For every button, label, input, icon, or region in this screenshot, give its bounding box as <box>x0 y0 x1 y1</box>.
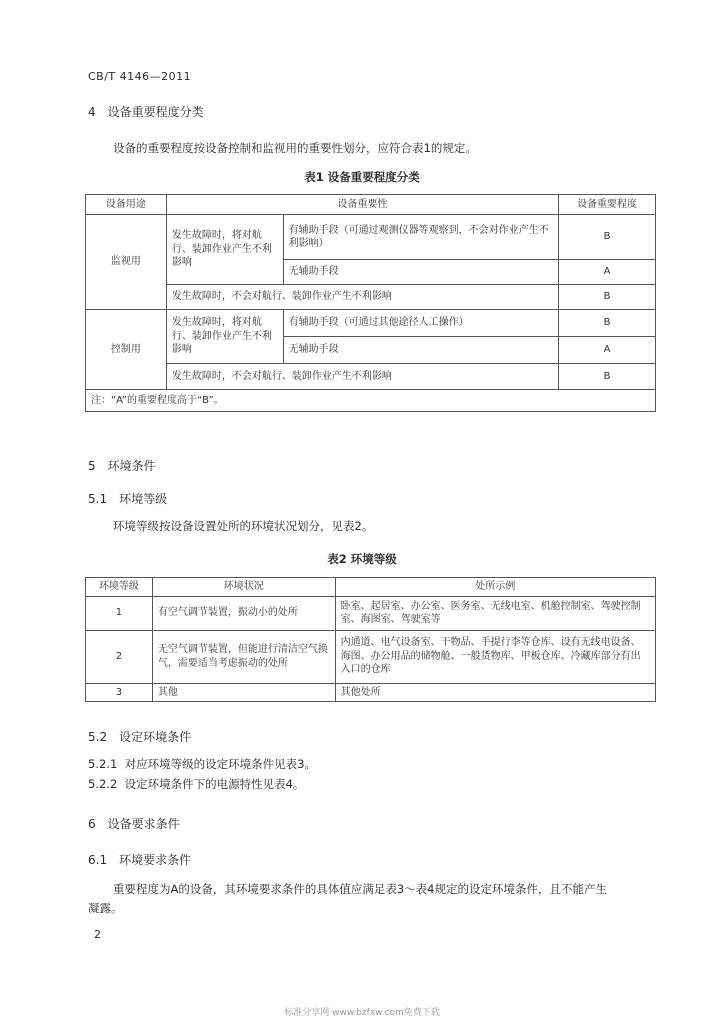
clause-number: 5.2.2 <box>88 777 118 791</box>
grade-cell: B <box>559 310 656 337</box>
grade-cell: B <box>559 364 656 390</box>
header-cell: 设备用途 <box>86 195 167 215</box>
watermark-footer: 标准分享网 www.bzfxw.com免费下载 <box>284 1008 440 1018</box>
table-2 <box>85 577 656 702</box>
section-title: 设备要求条件 <box>107 817 180 831</box>
table-row <box>86 310 656 337</box>
importance-cell: 发生故障时，将对航行、装卸作业产生不利影响 <box>166 215 283 285</box>
clause-number: 5.2.1 <box>88 757 118 771</box>
examples-cell: 卧室、起居室、办公室、医务室、无线电室、机舱控制室、驾驶控制室、海图室、驾驶室等 <box>335 596 655 630</box>
table-row <box>86 215 656 260</box>
condition-cell: 有空气调节装置，振动小的处所 <box>152 596 335 630</box>
section-title: 环境要求条件 <box>119 853 192 867</box>
header-cell: 环境等级 <box>86 578 153 597</box>
usage-cell: 监视用 <box>86 215 167 310</box>
section-number: 5 <box>88 459 96 473</box>
section-title: 设定环境条件 <box>119 730 192 744</box>
clause-text: 对应环境等级的设定环境条件见表3。 <box>124 757 316 771</box>
table-header-row <box>86 195 656 215</box>
table-2-caption: 表2 环境等级 <box>327 552 397 566</box>
section-6-heading <box>88 815 180 832</box>
grade-cell: A <box>559 260 656 285</box>
clause-5-2-1 <box>88 756 316 772</box>
section-number: 5.1 <box>88 492 108 506</box>
usage-cell: 控制用 <box>86 310 167 390</box>
grade-cell: B <box>559 215 656 260</box>
section-number: 5.2 <box>88 730 108 744</box>
table-row <box>86 683 656 702</box>
section-4-paragraph: 设备的重要程度按设备控制和监视用的重要性划分，应符合表1的规定。 <box>113 141 477 155</box>
grade-cell: B <box>559 285 656 310</box>
grade-cell: A <box>559 337 656 364</box>
paragraph-line: 重要程度为A的设备，其环境要求条件的具体值应满足表3～表4规定的设定环境条件，且不能产生 <box>113 882 607 896</box>
table-header-row <box>86 578 656 597</box>
table-row <box>86 285 656 310</box>
aux-cell: 无辅助手段 <box>283 260 558 285</box>
aux-cell: 有辅助手段（可通过其他途径人工操作） <box>283 310 558 337</box>
table-note: 注：“A”的重要程度高于“B”。 <box>86 390 656 412</box>
level-cell: 2 <box>86 630 153 683</box>
table-note-row <box>86 390 656 412</box>
section-6-1-paragraph <box>88 880 673 918</box>
level-cell: 3 <box>86 683 153 702</box>
section-title: 环境等级 <box>119 492 168 506</box>
importance-cell: 发生故障时，将对航行、装卸作业产生不利影响 <box>166 310 283 364</box>
table-row <box>86 364 656 390</box>
section-title: 设备重要程度分类 <box>107 105 204 119</box>
table-1-caption: 表1 设备重要程度分类 <box>304 170 420 184</box>
standard-number: CB/T 4146—2011 <box>88 70 192 83</box>
page-number: 2 <box>94 928 101 941</box>
section-number: 6.1 <box>88 853 108 867</box>
header-cell: 环境状况 <box>152 578 335 597</box>
section-number: 6 <box>88 817 96 831</box>
level-cell: 1 <box>86 596 153 630</box>
examples-cell: 内通道、电气设备室、干物品、手提行李等仓库、设有无线电设备、海图、办公用品的储物舱、一般货物库、甲板仓库、冷藏库部分有出入口的仓库 <box>335 630 655 683</box>
table-1 <box>85 194 656 412</box>
header-cell: 设备重要程度 <box>559 195 656 215</box>
section-5-1-paragraph: 环境等级按设备设置处所的环境状况划分，见表2。 <box>113 519 374 533</box>
header-cell: 设备重要性 <box>166 195 558 215</box>
clause-text: 设定环境条件下的电源特性见表4。 <box>124 777 305 791</box>
condition-cell: 无空气调节装置，但能进行清洁空气换气，需要适当考虑振动的处所 <box>152 630 335 683</box>
examples-cell: 其他处所 <box>335 683 655 702</box>
table-row <box>86 596 656 630</box>
importance-cell: 发生故障时，不会对航行、装卸作业产生不利影响 <box>166 285 558 310</box>
aux-cell: 有辅助手段（可通过观测仪器等观察到，不会对作业产生不利影响） <box>283 215 558 260</box>
table-row <box>86 630 656 683</box>
aux-cell: 无辅助手段 <box>283 337 558 364</box>
section-6-1-heading <box>88 851 191 868</box>
importance-cell: 发生故障时，不会对航行、装卸作业产生不利影响 <box>166 364 558 390</box>
condition-cell: 其他 <box>152 683 335 702</box>
section-5-2-heading <box>88 728 191 745</box>
clause-5-2-2 <box>88 776 304 792</box>
section-4-heading <box>88 103 204 120</box>
section-title: 环境条件 <box>107 459 156 473</box>
section-5-heading <box>88 457 156 474</box>
section-number: 4 <box>88 105 96 119</box>
section-5-1-heading <box>88 490 167 507</box>
paragraph-line: 凝露。 <box>88 900 123 915</box>
header-cell: 处所示例 <box>335 578 655 597</box>
